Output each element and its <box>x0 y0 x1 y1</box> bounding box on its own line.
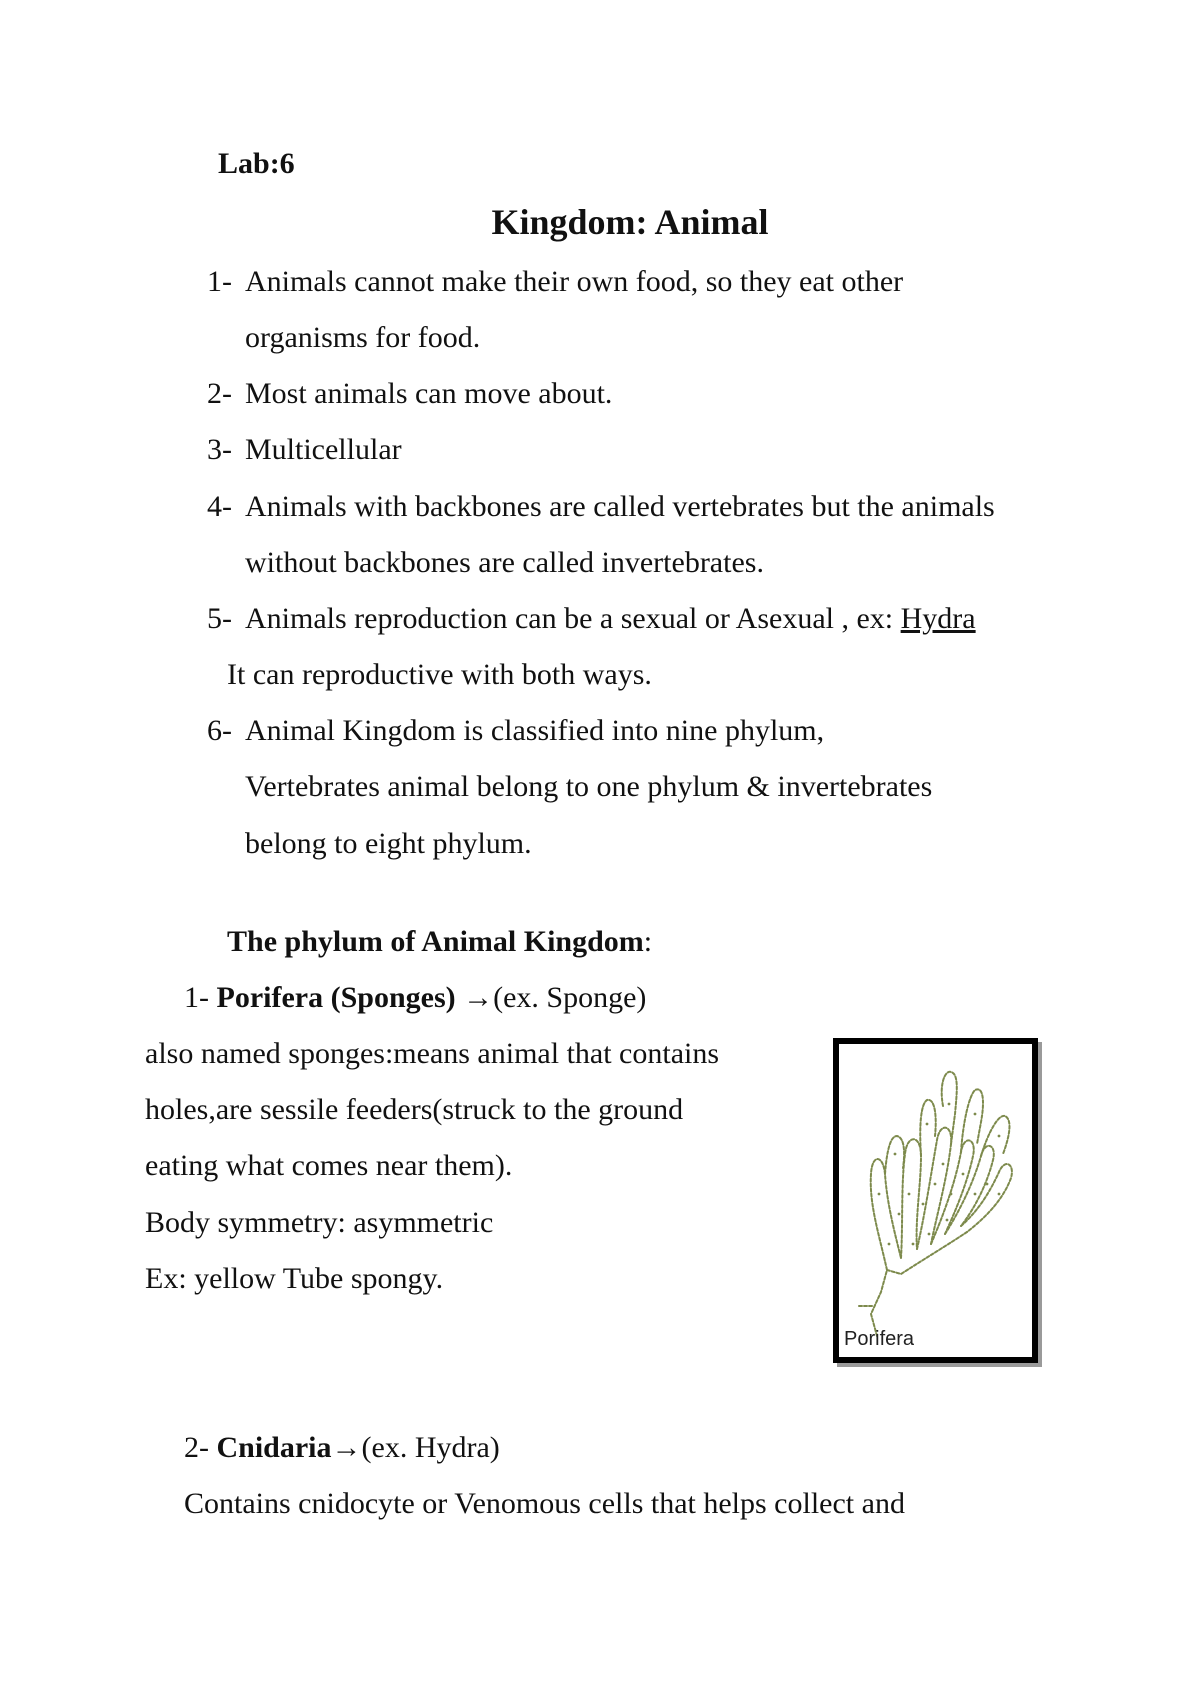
point-2-number: 2- <box>207 377 232 410</box>
porifera-example: →(ex. Sponge) <box>463 981 647 1014</box>
point-2-line-1: Most animals can move about. <box>245 377 613 410</box>
lab-label: Lab:6 <box>218 147 295 180</box>
porifera-line-3: eating what comes near them). <box>145 1149 513 1182</box>
point-4-line-1: Animals with backbones are called vertebrates but the animals <box>245 490 995 523</box>
porifera-line-1: also named sponges:means animal that contains <box>145 1037 720 1070</box>
cnidaria-name: Cnidaria <box>216 1431 332 1464</box>
cnidaria-line-1: Contains cnidocyte or Venomous cells that helps collect and <box>184 1487 905 1520</box>
hydra-underlined: Hydra <box>900 602 976 635</box>
point-5-number: 5- <box>207 602 232 635</box>
porifera-heading <box>184 980 646 1016</box>
phylum-heading <box>227 924 652 960</box>
point-5-line-1 <box>245 601 976 637</box>
point-6-line-2: Vertebrates animal belong to one phylum & invertebrates <box>245 770 933 803</box>
point-4-number: 4- <box>207 490 232 523</box>
porifera-figure <box>833 1038 1038 1363</box>
phylum-heading-bold: The phylum of Animal Kingdom <box>227 925 644 958</box>
point-3-number: 3- <box>207 433 232 466</box>
phylum-heading-colon: : <box>643 925 653 958</box>
point-1-line-1: Animals cannot make their own food, so they eat other <box>245 265 904 298</box>
sponge-illustration <box>839 1044 1032 1357</box>
point-5-line-2: It can reproductive with both ways. <box>227 658 652 691</box>
point-4-line-2: without backbones are called invertebrates. <box>245 546 764 579</box>
point-3-line-1: Multicellular <box>245 433 402 466</box>
porifera-name: Porifera (Sponges) <box>216 981 456 1014</box>
figure-caption: Porifera <box>844 1328 915 1350</box>
point-1-number: 1- <box>207 265 232 298</box>
point-1-line-2: organisms for food. <box>245 321 481 354</box>
cnidaria-example: →(ex. Hydra) <box>331 1431 500 1464</box>
porifera-line-4: Body symmetry: asymmetric <box>145 1206 494 1239</box>
point-5-text: Animals reproduction can be a sexual or Asexual , ex: <box>245 602 901 635</box>
porifera-number: 1- <box>184 981 209 1014</box>
point-6-number: 6- <box>207 714 232 747</box>
point-6-line-3: belong to eight phylum. <box>245 827 532 860</box>
porifera-line-5: Ex: yellow Tube spongy. <box>145 1262 444 1295</box>
cnidaria-heading <box>184 1430 500 1466</box>
point-6-line-1: Animal Kingdom is classified into nine phylum, <box>245 714 825 747</box>
page-title: Kingdom: Animal <box>491 202 769 242</box>
porifera-line-2: holes,are sessile feeders(struck to the ground <box>145 1093 684 1126</box>
cnidaria-number: 2- <box>184 1431 209 1464</box>
